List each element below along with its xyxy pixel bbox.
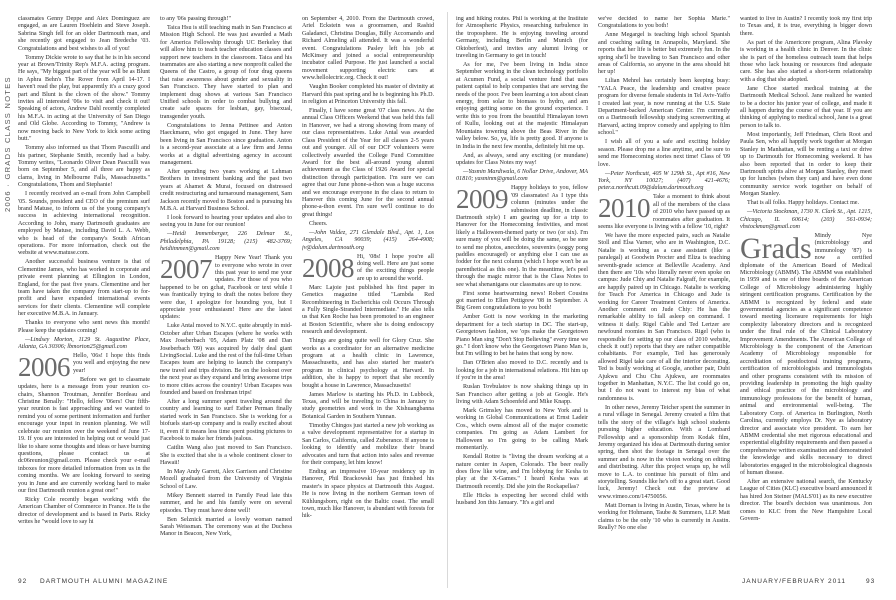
note-paragraph: Congratulations to Jenna Pettinee and Anton Haeckmann, who got engaged in June. They have been living in San Francisco since graduation. Anton is a second-year associate at a law firm and Jenna works at a digital advertising agency in account management. (160, 122, 292, 166)
note-paragraph: Happy New Year! Thank you to everyone who wrote in over this past year to send me your updates. For those of you who happened to be on gchat, Facebook or text while I was frantically trying to draft the notes before they were due, I apologize for hounding you, but I appreciate your enthusiasm! Here are the latest updates: (160, 255, 292, 321)
footer-left-title: DARTMOUTH ALUMNI MAGAZINE (40, 578, 169, 585)
note-paragraph: Timothy Chingos just started a new job working as a valve development representative for a startup in San Carlos, California, called Zuberance. If anyone is looking to identify and mobilize their brand advocates and turn that action into sales and revenue for their company, let him know! (302, 422, 434, 466)
column-1 (18, 16, 150, 576)
note-paragraph: on September 4, 2010. From the Dartmouth crowd, Ariel Eckstein was a groomsmen, and Rashid Galadanci, Christina Douglas, Billy Accomando and Richard Almeling all attended. It was a wonderful event. Congratulations Pasley left his job at McKinsey and joined a social entrepreneurship incubator called Purpose. He just launched a social movement supporting electric cars at www.hellolectric.org. Check it out! (302, 16, 434, 82)
note-paragraph: Mark Grimsley has moved to New York and is working in Global Communications at Ernst Ladeir Cos., which owns almost all of the major cosmetic companies. I'm going as Adam Lambert for Halloween so I'm going to be calling Mark momentarily. (456, 408, 588, 452)
note-paragraph: Caitlin Wang also just moved to San Francisco. She is excited that she is a whole continent closer to Hawaii! (160, 445, 292, 466)
note-paragraph: Amber Gott is now working in the marketing department for a tech startup in DC. The start-up, Georgetown fashion, we 'ops make the Georgetown Piano Man sing "Don't Stop Believing" every time we go." I don't know who the Georgetown Piano Man is, but I'm willing to bet he hates that song by now. (456, 314, 588, 358)
class-year-2007: 2007 (160, 254, 212, 285)
footer-left-page-number: 92 (18, 578, 28, 585)
note-paragraph: wanted to live in Austin? I recently took my first trip to Texas and, it is true, everything is bigger down there. (740, 16, 872, 37)
note-paragraph: Elle Hicks is expecting her second child with husband Jon this January. "It's a girl and (456, 492, 588, 507)
note-paragraph: Luke Antal moved to N.Y.C. quite abruptly in mid-October after Urban Escapes (where he works with Max Joseberbach '05, Adam Platz '08 and Dan Joseberbach '09) was acquired by daily deal giant LivingSocial. Luke and the rest of the full-time Urban Escapes team are helping to launch the company's new travel and trips division. Be on the lookout over the next year as they expand and bring awesome trips to more cities across the country! Urban Escapes was founded and based on freshman trips! (160, 323, 292, 397)
note-paragraph: Ending an impressive 10-year residency up in Hanover, Phil Brackowski has just finished his master's in space physics at Dartmouth this August. He is now living in the northern German town of Kühlungsborn, right on the Baltic coast. The small town, much like Hanover, is abundant with forests for hik- (302, 468, 434, 520)
note-paragraph: James Marlow is starting his Ph.D. in Lubbock, Texas, and will be traveling to China in January to study geometries and work in the Xishuangbanna Botanical Garden in Southern Yunnan. (302, 391, 434, 420)
note-paragraph: Vaughn Booker completed his master of divinity at Harvard this past spring and he is beginning his Ph.D. in religion at Princeton University this fall. (302, 84, 434, 106)
note-paragraph: Hi, '08s! I hope you're all doing well. Here are just some of the exciting things people are up to around the world. (357, 253, 434, 282)
note-paragraph: First some heartwarming news! Robert Cousins got married to Ellen Pettigrew '08 in September. A Big Green congratulations to you both! (456, 290, 588, 312)
note-paragraph: to any '06s passing through!" (160, 16, 231, 22)
signoff: —Lindsey Morton, 1129 St. Augustine Place, Atlanta, GA 30306; lbmorton25@gmail.com (18, 336, 150, 351)
signoff: —Yasmin Mardiwala, 6 Nollar Drive, Andover, MA 01810; yasminm@gmail.com (456, 168, 588, 183)
note-paragraph: Taica Hsu is still teaching math in San Francisco at Mission High School. He was just awarded a Math for America Fellowship through UC Berkeley that will allow him to teach teacher education classes and support new teachers in the classroom. Taica and his teammates are also starting a new nonprofit called the Queens of the Castro, a group of four drag queens that raise awareness about gender and sexuality in San Francisco. They have started to plan and implement drag shows at various San Francisco Unified schools in order to combat bullying and create safe spaces for lesbian, gay, bisexual, transgender youth. (160, 25, 292, 120)
class-year-paragraph (18, 352, 150, 383)
note-paragraph: We have the more expected pairs, such as Natalie Stoll and Elsa Varner, who are in Washington, D.C. Natalie is working as a case assistant (like a paralegal) at Goodwin Procter and Eliza is teaching seventh-grade science at Belleville Academy. And then there are '10s who literally never even spoke on campus: Jude Chiy and Natalie Falgraff, for example, are happily paired up in Chicago. Natalie is working for Teach For America in Chicago and Jude is working for Career Treatment Centers of America. Another comment on Jude Chiy: He has the remarkable ability to fall asleep on command. I witness it daily. Rigel Cable and Ted Lertzer are newfound roomies in San Francisco. Rigel (who is responsible for setting up our class of 2010 website, check it out!) reports that they are rather compatible cohabitants. For example, Ted has generously allowed Rigel take care of all the interior decorating. Ted is busily working at Google, another pair, Dubi Ajukwu and Chu Chu Ajukwu, are roommates together in Manhattan, N.Y.C. The list could go on, but I do not want to interest my bias of what randomness is. (598, 232, 730, 402)
note-paragraph: Tommy also informed us that Thom Pascuilli and his partner, Stephanie Smith, recently had a baby. Tommy writes, "Leonardo Oliver Dean Pascuilli was born on September 5, and all three are happy as clams, living in Melbourne Falls, Massachusetts." Congratulations, Thom and Stephanie! (18, 145, 150, 189)
column-2 (160, 16, 292, 576)
note-paragraph: Kendall Rottre is "living the dream working at a nature center in Aspen, Colorado. The beer really does flow like wine, and I'm lobbying for Kesha to play at the X-Games." I heard Kesha was at Dartmouth recently. Did she join the Rockapellas? (456, 454, 588, 490)
column-3 (302, 16, 434, 576)
note-paragraph: Hello, '06s! I hope this finds you well and enjoying the new year! (73, 353, 150, 374)
signoff: —Victoria Stockman, 1730 N. Clark St., Apt. 1215, Chicago, IL 60614; (203) 561-0934; vhstockman@gmail.com (740, 209, 872, 230)
note-paragraph: After spending two years working at Lehman Brothers in investment banking and the past two years at Ahamet & Murai, focused on distressed credit restructuring and turnaround management, Sam Jackson recently moved to Boston and is pursuing his M.B.A. at Harvard Business School. (160, 168, 292, 212)
signoff: —Peter Northcutt, 405 W 129th St., Apt #16, New York, NY 10027; (407) 421-4676; peter.a.northcutt.09@dalum.dartmouth.org (598, 170, 730, 192)
note-paragraph: Lilian Mehrel has certainly been keeping busy: "YALA Peace, the leadership and creative peace program for diverse female students in Tel Aviv-Yaffo I created last year, is now running at the U.S. State Department-backed American Center. I'm currently on a Dartmouth fellowship studying screenwriting at Harvard, acting improv comedy and applying to film school." (598, 78, 730, 137)
note-paragraph: Ben Selznick married a lovely woman named Sarah Weissman. The ceremony was at the Duchess Manor in Beacon, New York, (160, 516, 292, 538)
note-paragraph: That is all folks. Happy holidays. Contact me. (747, 200, 860, 207)
column-4 (456, 16, 588, 576)
note-paragraph: After an extensive national search, the Kentucky League of Cities (KLC) executive board announced it has hired Jon Steiner (MALS'01) as its new executive director. The board's decision was unanimous. Jon comes to KLC from the New Hampshire Local Govern- (740, 478, 872, 522)
note-paragraph: Before we get to classmate updates, here is a message from your reunion co-chairs, Shannon Troutman, Jennifer Bordeau and Christine Benally: "Hello, fellow '06ers! Our fifth-year reunion is fast approaching and we wanted to remind you of some pertinent information and further encourage your input in reunion planning. We will celebrate our reunion over the weekend of June 17-19. If you are interested in helping out or would just like to share some thoughts and ideas or have burning questions, please contact us at dc06reunion@gmail.com. Please check your e-mail inboxes for more detailed information from us in the coming months. We are looking forward to seeing you in June and are currently working hard to make our first Dartmouth reunion a great one!" (18, 376, 150, 494)
note-paragraph: Mikey Bennett starred in Family Feud late this summer, and he and his family were on several episodes. They must have done well! (160, 492, 292, 514)
column-6 (740, 16, 872, 576)
note-paragraph: Ricky Cole recently began working with the American Chamber of Commerce in France. He is the director of development and is based in Paris. Ricky writes he "would love to say hi (18, 496, 150, 526)
class-year-paragraph (160, 255, 292, 322)
note-paragraph: Mindy Nye (microbiology and immunology '87) is now a certified diplomate of the American Board of Medical Microbiology (ABMM). The ABMM was established in 1959 and is one of three boards of the American College of Microbiology administering highly stringent certification programs. Certification by the ABMM is recognized by federal and state governmental agencies as a significant competence toward meeting licensure requirements for high complexity laboratory directors and is recognized under the final rule of the Clinical Laboratory Improvement Amendments. The American College of Microbiology is the component of the American Academy of Microbiology responsible for accreditation of postdoctoral training programs, certification of microbiologists and immunologists and other programs consistent with its mission of providing leadership in promoting the high quality and ethical practice of the microbiology and immunology professions for the benefit of human, animal and environmental well-being. The Laboratory Corp. of America in Burlington, North Carolina, currently employs Dr. Nye as laboratory director and associate vice president. To earn her ABMM credential she met rigorous educational and experiential eligibility requirements and then passed a comprehensive written examination and demonstrated the knowledge and skills necessary to direct laboratories engaged in the microbiological diagnosis of human disease. (740, 232, 872, 476)
note-paragraph: Things are going quite well for Glory Cruz. She works as a coordinator for an alternative medicine program at a health clinic in Lawrence, Massachusetts, and has also started her master's program in clinical psychology at Harvard. In addition, she is happy to report that she recently bought a house in Lawrence, Massachusetts! (302, 338, 434, 389)
footer-right-page-number: 93 (866, 578, 876, 585)
note-paragraph: Dan O'Brien also moved to D.C. recently and is looking for a job in international relations. Hit him up if you're in the area! (456, 360, 588, 382)
class-year-2010: 2010 (598, 193, 650, 224)
note-paragraph: Most importantly, Jeff Friedman, Chris Root and Paula Sen, who all happily work together at Morgan Stanley in Manhattan, will be renting a taxi or drive up to Dartmouth for Homecoming weekend. It has also been reported that in order to keep their Dartmouth spirits alive at Morgan Stanley, they meet up for lunches (when they can) and have even done community service work together on behalf of Morgan Stanley. (740, 131, 872, 198)
class-year-2008: 2008 (302, 252, 354, 283)
class-year-2009: 2009 (456, 184, 508, 215)
class-year-paragraph (598, 194, 730, 231)
note-paragraph: classmates Genny Deppe and Alex Dominguez are engaged, as are Lauren Hoehlein and Steve Joseph. Sabrina Singh fell for an older Dartmouth man, and she recently got engaged to Jean Bredeche '03. Congratulations and best wishes to all of you! (18, 16, 150, 52)
note-paragraph: I recently received an e-mail from John Campbell '05. Sounds, president and CEO of the premium surf brand Matuse, to inform us of the young company's success in achieving international recognition. According to John, many Dartmouth graduates are employed by Matuse, including David L. A. Webb, who is head of the company's South African operations. For more information, check out the website at www.matuse.com. (18, 191, 150, 257)
note-paragraph: we've decided to name her Sophia Marie." Congratulations to you both! (598, 16, 730, 30)
class-year-2006: 2006 (18, 352, 70, 383)
class-year-paragraph (302, 254, 434, 284)
section-side-tab: 2006 · GRADS CLASS NOTES (3, 76, 12, 212)
note-paragraph: Cheers. (309, 220, 328, 227)
note-paragraph: Happy holidays to you, fellow '09 classmates! As I type this column (minutes under the submission deadline, in classic Dartmouth style) I am gearing up for a trip to Hanover for the Homecoming festivities, and most likely a Halloween-themed party or two (or six). I'm sure many of you will be doing the same, so be sure to send me photos, anecdotes, souvenirs (soggy pong paddles encouraged) or anything else I can use as fodder for the next column (which I hope won't be as parenthetical as this one). In the meantime, let's peel through the magic mirror that is the Class Notes to see what shenanigans our classmates are up to now. (456, 185, 588, 288)
note-paragraph: Tommy Dickie wrote to say that he is in his second year at Brown/Trinity Rep's M.F.A. acting program. He says, "My biggest part of the year will be as Blunt in Aphra Behn's The Rover from April 14-17. I haven't read the play, but apparently it's a crazy good part and Blunt is the clown of the show." Tommy invites all interested '06s to visit and check it out! Speaking of actors, Andrew Dahl recently completed his M.F.A. in acting at the University of San Diego and Old Globe. According to Tommy, "Andrew is now moving back to New York to kick some acting butt." (18, 54, 150, 143)
note-paragraph: Another successful business venture is that of Clementine James, who has worked in corporate and private event planning at Ellington in London, England, for the past five years. Clementine and her team have taken the company from start-up to for-profit and have expanded international events services for their clients. Clementine will complete her executive M.B.A. in January. (18, 259, 150, 318)
note-paragraph: ing and hiking routes. Phil is working at the Institute for Atmospheric Physics, researching turbulence in the troposphere. He is enjoying traveling around Germany, including Berlin and Munich (for Oktoberfest), and invites any alumni living or traveling in Germany to get in touch! (456, 16, 588, 60)
note-paragraph: And, as always, send any exciting (or mundane) updates for Class Notes my way! (456, 152, 588, 166)
note-paragraph: Marc Lajoie just published his first paper in Genetics magazine titled "Lambda Red Recombineering in Escherichia coli Occurs Through a Fully Single-Stranded Intermediate." He also tells us that Ken Roche has been promoted to an engineer at Boston Scientific, where she is doing endoscopy research and development. (302, 284, 434, 336)
note-paragraph: Jane Choe started medical training at the Dartmouth Medical School. Jane realized he wanted to be a doctor his junior year of college, and made it all happen during the course of that year. If you are thinking of applying to medical school, Jane is a great person to talk to. (740, 85, 872, 129)
signoff: —Heidi Immenberger, 226 Delmar St., Philadelphia, PA 19128; (215) 482-3769; heidiimmen@gmail.com (160, 231, 292, 253)
grads-heading: Grads (740, 231, 812, 265)
note-paragraph: I wish all of you a safe and exciting holiday season. Please drop me a line anytime, and be sure to send me Homecoming stories next time! Class of '09 love. (598, 139, 730, 168)
note-paragraph: As part of the Americore program, Alina Plavsky is working in a health clinic in Denver. In the clinic she is part of the homeless outreach team that helps those who lack housing or resources find adequate care. She has also started a short-term relationship with a dog that she adopted. (740, 39, 872, 83)
note-paragraph: Thanks to everyone who sent news this month! Please keep the updates coming! (18, 320, 150, 334)
note-paragraph: After a long summer spent traveling around the country and learning to surf Esther Perman finally started work in San Francisco. She is working for a biofuels start-up company and is really excited about it, even if it means less time spent posting pictures to Facebook to make her friends jealous. (160, 399, 292, 443)
note-paragraph: In other news, Jeremy Teicher spent the summer in a rural village in Senegal. Jeremy created a film that tells the story of the village's high school students pursuing higher education. With a Lombard Fellowship and a sponsorship from Kodak film, Jeremy organized his idea at Dartmouth during senior spring, then shot the footage in Senegal over the summer and is now in the vision working on editing and distributing. After this project wraps up, he will move to L.A. to continue his pursuit of film and storytelling. Sounds like he's off to a great start. Good luck, Jeremy! Check out the preview at www.vimeo.com/14750056. (598, 404, 730, 500)
note-paragraph: Ruslan Tovbulatov is now shaking things up in San Francisco after getting a job at Google. He's living with Adam Schoenfeld and Mike Knapp. (456, 384, 588, 406)
note-paragraph: As for me, I've been living in India since September working in the clean technology portfolio at Acumen Fund, a social venture fund that uses patient capital to help companies that are serving the needs of the poor. I've been learning a ton about clean energy, from solar to biomass to hydro, and am enjoying getting some on the ground experience. I write this to you from the beautiful Himalayan town of Kullu, looking out at the majestic Himalayan Mountains towering above the Beas River in the valley below. So, ya, life is pretty good. If anyone is in India in the next few months, definitely hit me up. (456, 62, 588, 150)
page-gutter (447, 12, 448, 588)
note-paragraph: I look forward to hearing your updates and also to seeing you in June for our reunion! (160, 214, 292, 229)
class-year-paragraph (456, 185, 588, 289)
note-paragraph: Anne Megargel is teaching high school Spanish and coaching sailing in Annapolis, Maryland. She reports that her life is better but extremely fun. In the spring she'll be traveling to San Francisco and other areas of California, so anyone in the area should hit her up! (598, 32, 730, 76)
footer-right-title: JANUARY/FEBRUARY 2011 (742, 578, 846, 585)
column-5 (598, 16, 730, 576)
note-paragraph: Finally, I have some great '07 class news. At the annual Class Officers Weekend that was held this fall in Hanover, we had a strong showing from many of our class representatives. Luke Antal was awarded Class President of the Year for all classes 2-5 years out and younger. All of our DCF volunteers were collectively awarded the College Fund Committee Award for the best all-around young alumni achievement as the Class of 1926 Award for special distinction through participation. I'm sure we can agree that our June phone-a-thon was a huge success and we encourage everyone in the class to return to Hanover this coming June for the second annual phone-a-thon event. I'm sure we'll continue to do great things! (302, 108, 434, 218)
note-paragraph: Take a moment to think about all of the members of the class of 2010 who have passed up as roommates after graduation. It seems like everyone is living with a fellow '10, right? (598, 194, 730, 230)
note-paragraph: In May Andy Garrett, Alex Garrison and Christine Mozell graduated from the University of Virginia School of Law. (160, 468, 292, 490)
signoff: —John Valdez, 271 Glendale Blvd., Apt. 1, Los Angeles, CA 90039; (415) 264-4908; jv@dalum.dartmouth.org (302, 229, 434, 251)
grads-paragraph (740, 233, 872, 477)
note-paragraph: Matt Dornan is living in Austin, Texas, where he is working for Hohmann, Taube & Summers, LLP. Matt claims to be the only '10 who is currently in Austin. Really? No one else (598, 502, 730, 531)
